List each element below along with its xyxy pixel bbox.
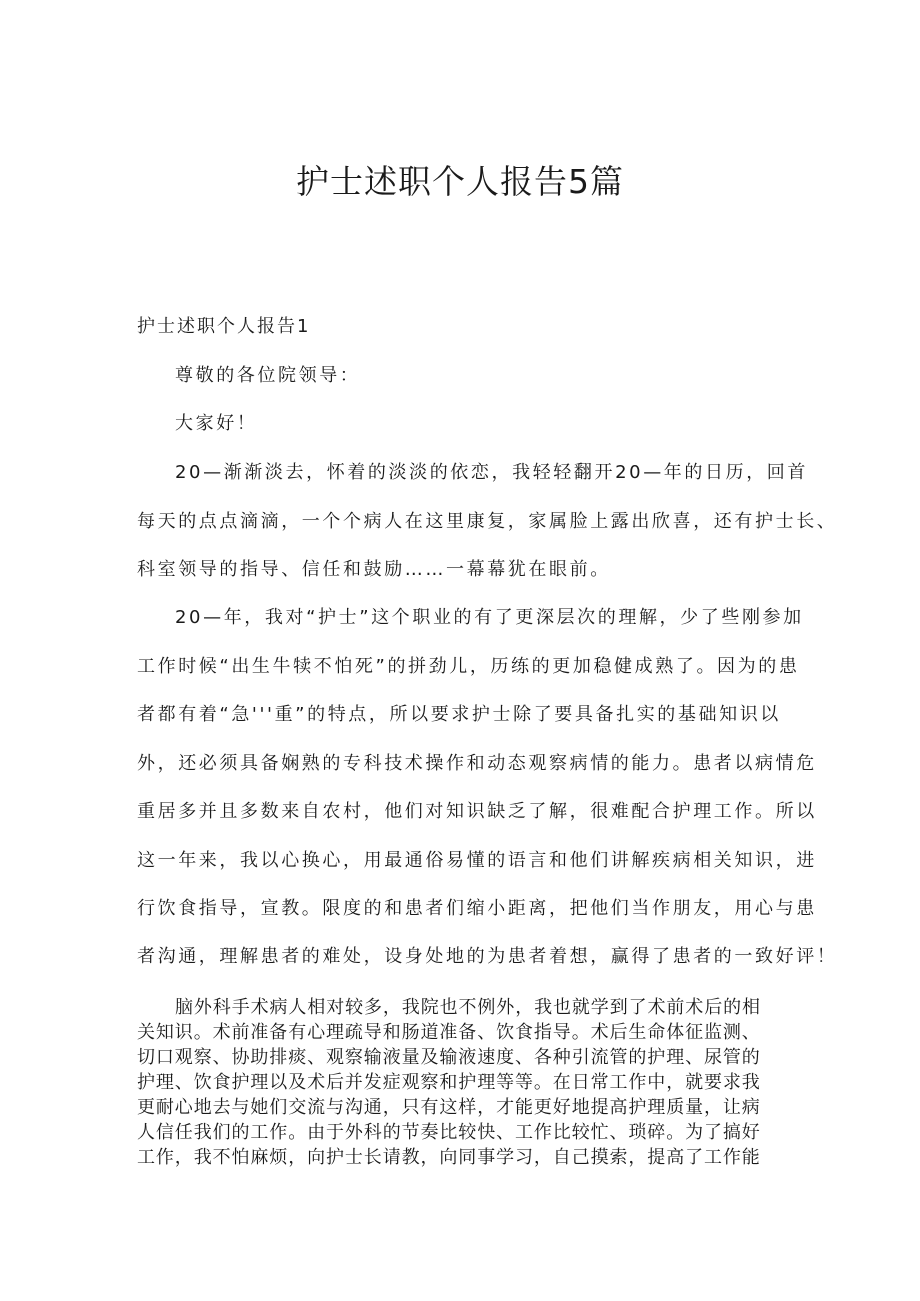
paragraph2-line: 工作时候“出生牛犊不怕死”的拼劲儿，历练的更加稳健成熟了。因为的患 (137, 656, 800, 677)
paragraph3-line: 工作，我不怕麻烦，向护士长请教，向同事学习，自己摸索，提高了工作能 (137, 1147, 761, 1168)
paragraph2-line: 者沟通，理解患者的难处，设身处地的为患者着想，赢得了患者的一致好评！ (137, 946, 838, 967)
paragraph2-line: 者都有着“急'''重”的特点，所以要求护士除了要具备扎实的基础知识以 (137, 704, 781, 725)
paragraph2-line: 外，还必须具备娴熟的专科技术操作和动态观察病情的能力。患者以病情危 (137, 753, 817, 774)
paragraph1-line: 每天的点点滴滴，一个个病人在这里康复，家属脸上露出欣喜，还有护士长、 (137, 511, 838, 532)
paragraph3-line: 脑外科手术病人相对较多，我院也不例外，我也就学到了术前术后的相 (175, 997, 761, 1018)
paragraph3-line: 人信任我们的工作。由于外科的节奏比较快、工作比较忙、琐碎。为了搞好 (137, 1122, 761, 1143)
paragraph2-line: 行饮食指导，宣教。限度的和患者们缩小距离，把他们当作朋友，用心与患 (137, 898, 817, 919)
section-heading: 护士述职个人报告1 (137, 316, 311, 337)
paragraph3-line: 切口观察、协助排痰、观察输液量及输液速度、各种引流管的护理、尿管的 (137, 1047, 761, 1068)
paragraph3-line: 关知识。术前准备有心理疏导和肠道准备、饮食指导。术后生命体征监测、 (137, 1022, 761, 1043)
salutation: 尊敬的各位院领导： (175, 365, 361, 386)
paragraph3-line: 护理、饮食护理以及术后并发症观察和护理等等。在日常工作中，就要求我 (137, 1072, 761, 1093)
paragraph2-line: 20—年，我对“护士”这个职业的有了更深层次的理解，少了些刚参加 (175, 607, 804, 628)
paragraph2-line: 这一年来，我以心换心，用最通俗易懂的语言和他们讲解疾病相关知识，进 (137, 850, 817, 871)
paragraph2-line: 重居多并且多数来自农村，他们对知识缺乏了解，很难配合护理工作。所以 (137, 801, 817, 822)
paragraph1-line: 20—渐渐淡去，怀着的淡淡的依恋，我轻轻翻开20—年的日历，回首 (175, 462, 809, 483)
greeting: 大家好！ (175, 413, 258, 434)
paragraph1-line: 科室领导的指导、信任和鼓励……一幕幕犹在眼前。 (137, 559, 611, 580)
paragraph3-line: 更耐心地去与她们交流与沟通，只有这样，才能更好地提高护理质量，让病 (137, 1097, 761, 1118)
document-title: 护士述职个人报告5篇 (296, 162, 624, 201)
